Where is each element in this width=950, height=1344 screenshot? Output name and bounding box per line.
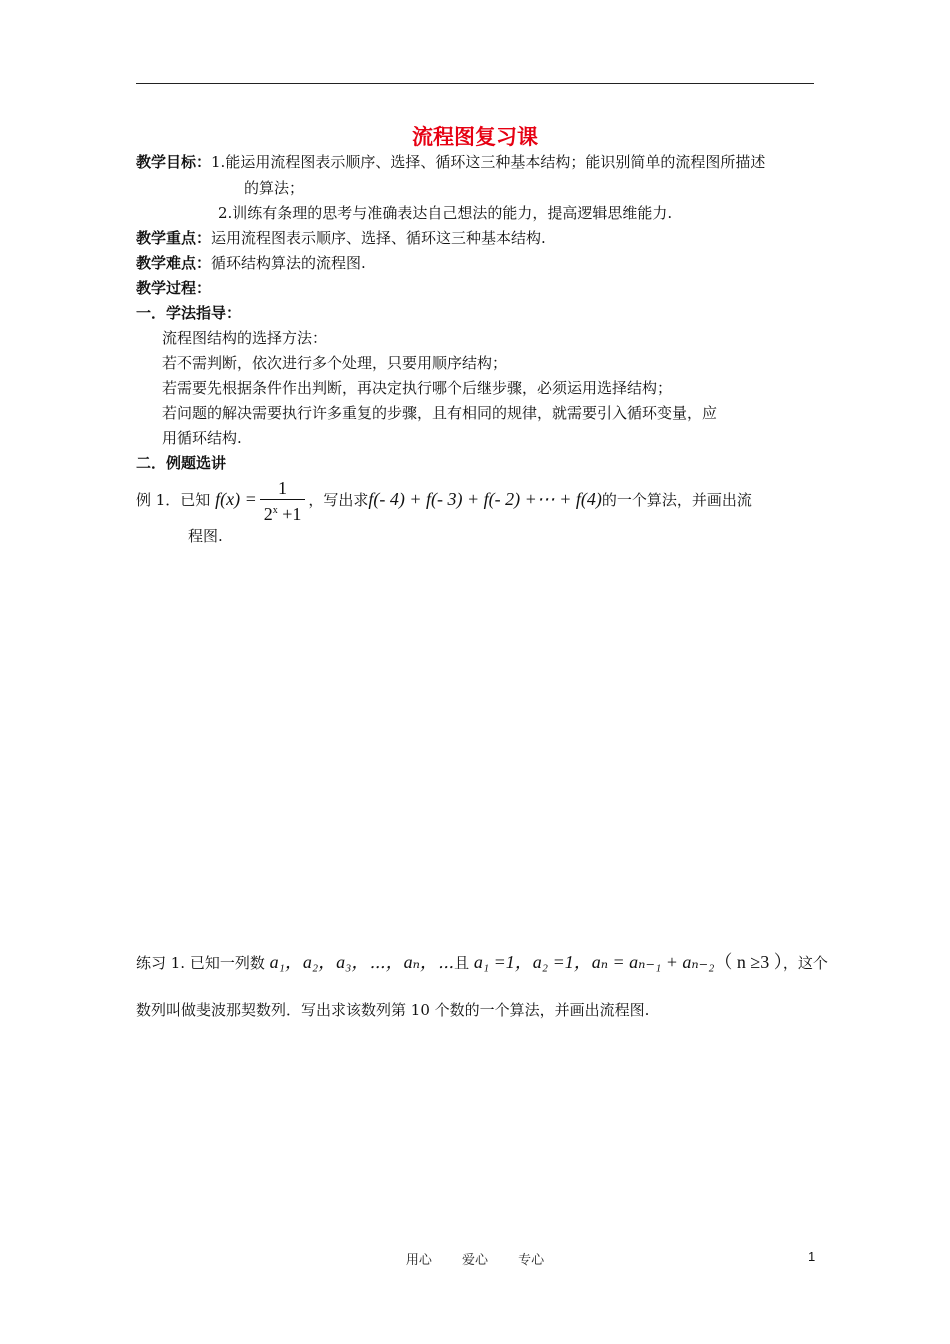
example1-fraction <box>260 477 306 525</box>
key-points-text: 运用流程图表示顺序、选择、循环这三种基本结构. <box>211 229 546 247</box>
objectives-line-1 <box>136 152 765 172</box>
difficulties-line <box>136 253 366 273</box>
example1-prefix: 例 1．已知 <box>136 491 211 509</box>
example1-suffix: 的一个算法，并画出流 <box>601 491 752 509</box>
page-title: 流程图复习课 <box>412 125 538 149</box>
process-label: 教学过程： <box>136 279 212 297</box>
section1-line-4: 若问题的解决需要执行许多重复的步骤，且有相同的规律，就需要引入循环变量，应 <box>162 404 718 422</box>
objectives-label: 教学目标： <box>136 153 212 171</box>
objective-2: 2.训练有条理的思考与准确表达自己想法的能力，提高逻辑思维能力. <box>218 204 673 222</box>
example1-sum: f(- 4) + f(- 3) + f(- 2) +⋯ + f(4) <box>368 489 602 509</box>
section1-line-5: 用循环结构. <box>162 429 242 447</box>
section1-line-2: 若不需判断，依次进行多个处理，只要用顺序结构； <box>162 354 508 372</box>
fraction-denominator: $2^x +1$ <box>263 504 302 524</box>
footer-item: 爱心 <box>461 1253 488 1268</box>
exercise1-and: 且 <box>454 954 470 972</box>
section2-heading: 二．例题选讲 <box>136 454 227 472</box>
exercise1-prefix: 练习 1. 已知一列数 <box>136 954 265 972</box>
section1-heading: 一．学法指导： <box>136 304 242 322</box>
page-number: 1 <box>808 1249 816 1264</box>
exercise1-condition: a₁ =1，a₂ =1，aₙ = aₙ₋₁ + aₙ₋₂ <box>473 952 715 972</box>
exercise1-line-1 <box>136 950 828 975</box>
objectives-line-3 <box>218 203 672 223</box>
fraction-numerator: 1 <box>260 477 306 500</box>
exercise1-sequence: a₁，a₂，a₃，⋯，aₙ，⋯ <box>269 952 455 972</box>
footer-item: 专心 <box>518 1253 545 1268</box>
example1-fx: f(x) = <box>215 489 257 509</box>
example1-mid: ，写出求 <box>308 491 369 509</box>
example1-line-1 <box>136 474 752 524</box>
footer-item: 用心 <box>405 1253 432 1268</box>
objectives-line-2 <box>244 178 304 198</box>
objective-1a: 1.能运用流程图表示顺序、选择、循环这三种基本结构；能识别简单的流程图所描述 <box>211 153 766 171</box>
section1-line-1: 流程图结构的选择方法： <box>162 329 328 347</box>
key-points-line <box>136 228 546 248</box>
difficulties-label: 教学难点： <box>136 254 212 272</box>
exercise1-paren: （ n ≥3 ） <box>714 952 783 972</box>
difficulties-text: 循环结构算法的流程图. <box>211 254 366 272</box>
exercise1-suffix: ，这个 <box>782 954 828 972</box>
key-points-label: 教学重点： <box>136 229 212 247</box>
exercise1-line-2: 数列叫做斐波那契数列．写出求该数列第 10 个数的一个算法，并画出流程图. <box>136 1001 650 1019</box>
header-rule <box>136 83 814 84</box>
section1-line-3: 若需要先根据条件作出判断，再决定执行哪个后继步骤，必须运用选择结构； <box>162 379 673 397</box>
example1-line-2: 程图. <box>188 527 223 545</box>
objective-1b: 的算法； <box>244 179 305 197</box>
